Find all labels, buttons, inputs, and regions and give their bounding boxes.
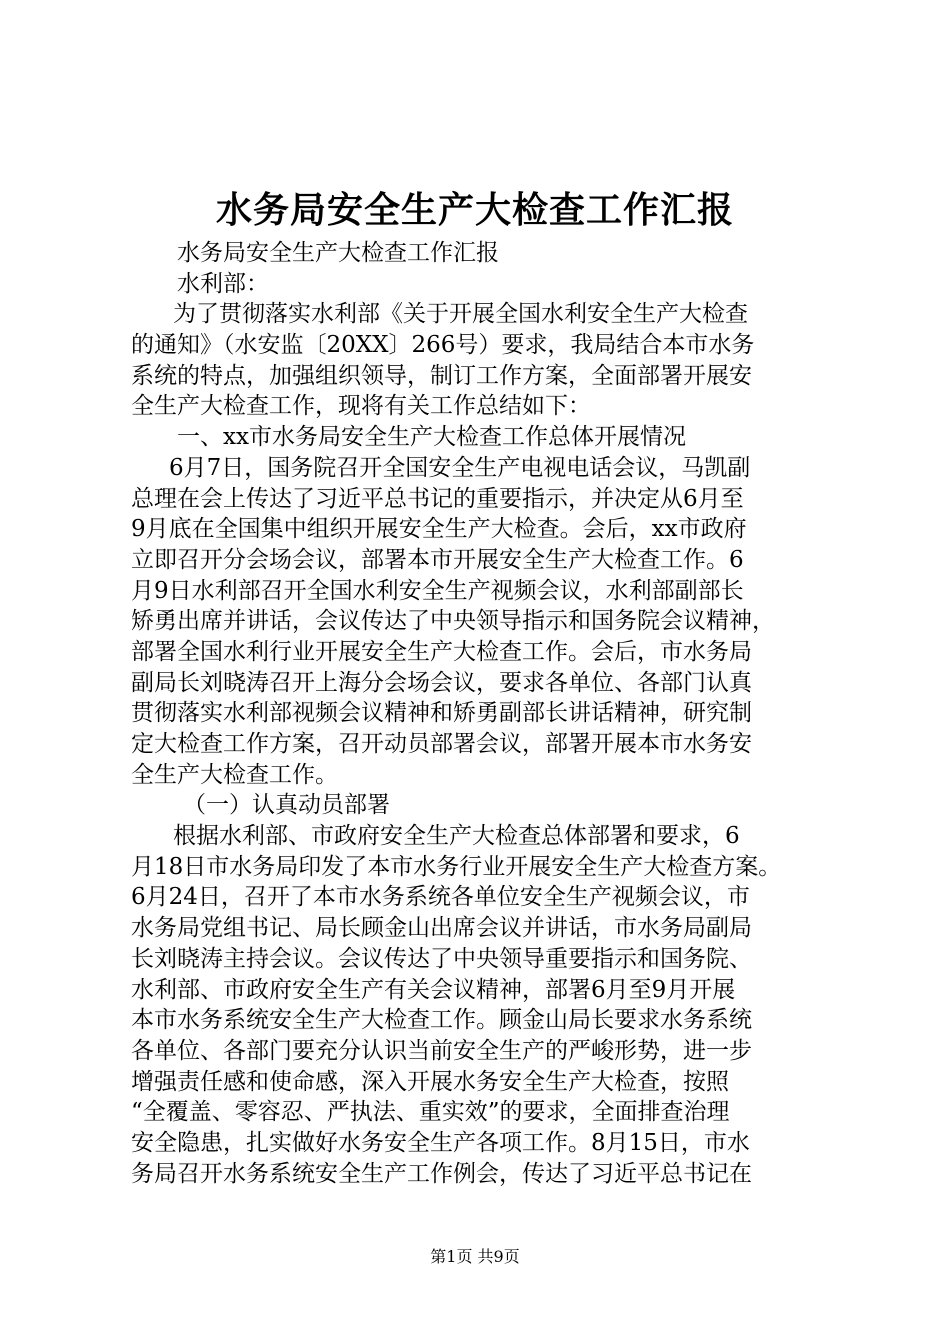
document-body [131,238,833,1189]
document-title: 水务局安全生产大检查工作汇报 [215,189,734,231]
body-line: 长刘晓涛主持会议。会议传达了中央领导重要指示和国务院、 [131,945,752,972]
body-line: 6月24日，召开了本市水务系统各单位安全生产视频会议，市 [131,884,750,911]
body-line: 月18日市水务局印发了本市水务行业开展安全生产大检查方案。 [131,853,782,880]
body-line: 立即召开分会场会议，部署本市开展安全生产大检查工作。6 [131,546,744,573]
body-line: 6月7日，国务院召开全国安全生产电视电话会议，马凯副 [169,454,751,481]
body-line: 矫勇出席并讲话，会议传达了中央领导指示和国务院会议精神， [131,608,775,635]
body-line: 系统的特点，加强组织领导，制订工作方案，全面部署开展安 [131,362,752,389]
body-line: 安全隐患，扎实做好水务安全生产各项工作。8月15日，市水 [131,1129,750,1156]
body-line: 水务局党组书记、局长顾金山出席会议并讲话，市水务局副局 [131,915,752,942]
body-line: 定大检查工作方案，召开动员部署会议，部署开展本市水务安 [131,731,752,757]
subsection-heading: （一）认真动员部署 [183,792,390,819]
body-line: 全生产大检查工作，现将有关工作总结如下： [131,393,591,420]
body-line: 水利部、市政府安全生产有关会议精神，部署6月至9月开展 [131,976,736,1003]
section-heading: 一、xx市水务局安全生产大检查工作总体开展情况 [177,424,686,451]
body-line: 根据水利部、市政府安全生产大检查总体部署和要求，6 [173,823,740,850]
body-line: 月9日水利部召开全国水利安全生产视频会议，水利部副部长 [131,577,744,604]
body-line: 部署全国水利行业开展安全生产大检查工作。会后，市水务局 [131,638,752,665]
page-number-footer: 第1页 共9页 [430,1247,520,1266]
body-line: 为了贯彻落实水利部《关于开展全国水利安全生产大检查 [173,301,748,328]
body-line: “全覆盖、零容忍、严执法、重实效”的要求，全面排查治理 [131,1099,730,1126]
body-line: 增强责任感和使命感，深入开展水务安全生产大检查，按照 [131,1068,729,1095]
subtitle-line: 水务局安全生产大检查工作汇报 [177,240,499,266]
body-line: 本市水务系统安全生产大检查工作。顾金山局长要求水务系统 [131,1007,752,1034]
body-line: 各单位、各部门要充分认识当前安全生产的严峻形势，进一步 [131,1037,752,1064]
body-line: 副局长刘晓涛召开上海分会场会议，要求各单位、各部门认真 [131,669,752,696]
body-line: 贯彻落实水利部视频会议精神和矫勇副部长讲话精神，研究制 [131,700,752,727]
body-line: 全生产大检查工作。 [131,761,338,788]
body-line: 的通知》（水安监〔20XX〕266号）要求，我局结合本市水务 [131,332,755,359]
salutation-line: 水利部： [177,270,269,297]
body-line: 9月底在全国集中组织开展安全生产大检查。会后，xx市政府 [131,516,747,543]
body-line: 务局召开水务系统安全生产工作例会，传达了习近平总书记在 [131,1160,752,1187]
body-line: 总理在会上传达了习近平总书记的重要指示，并决定从6月至 [131,485,744,512]
